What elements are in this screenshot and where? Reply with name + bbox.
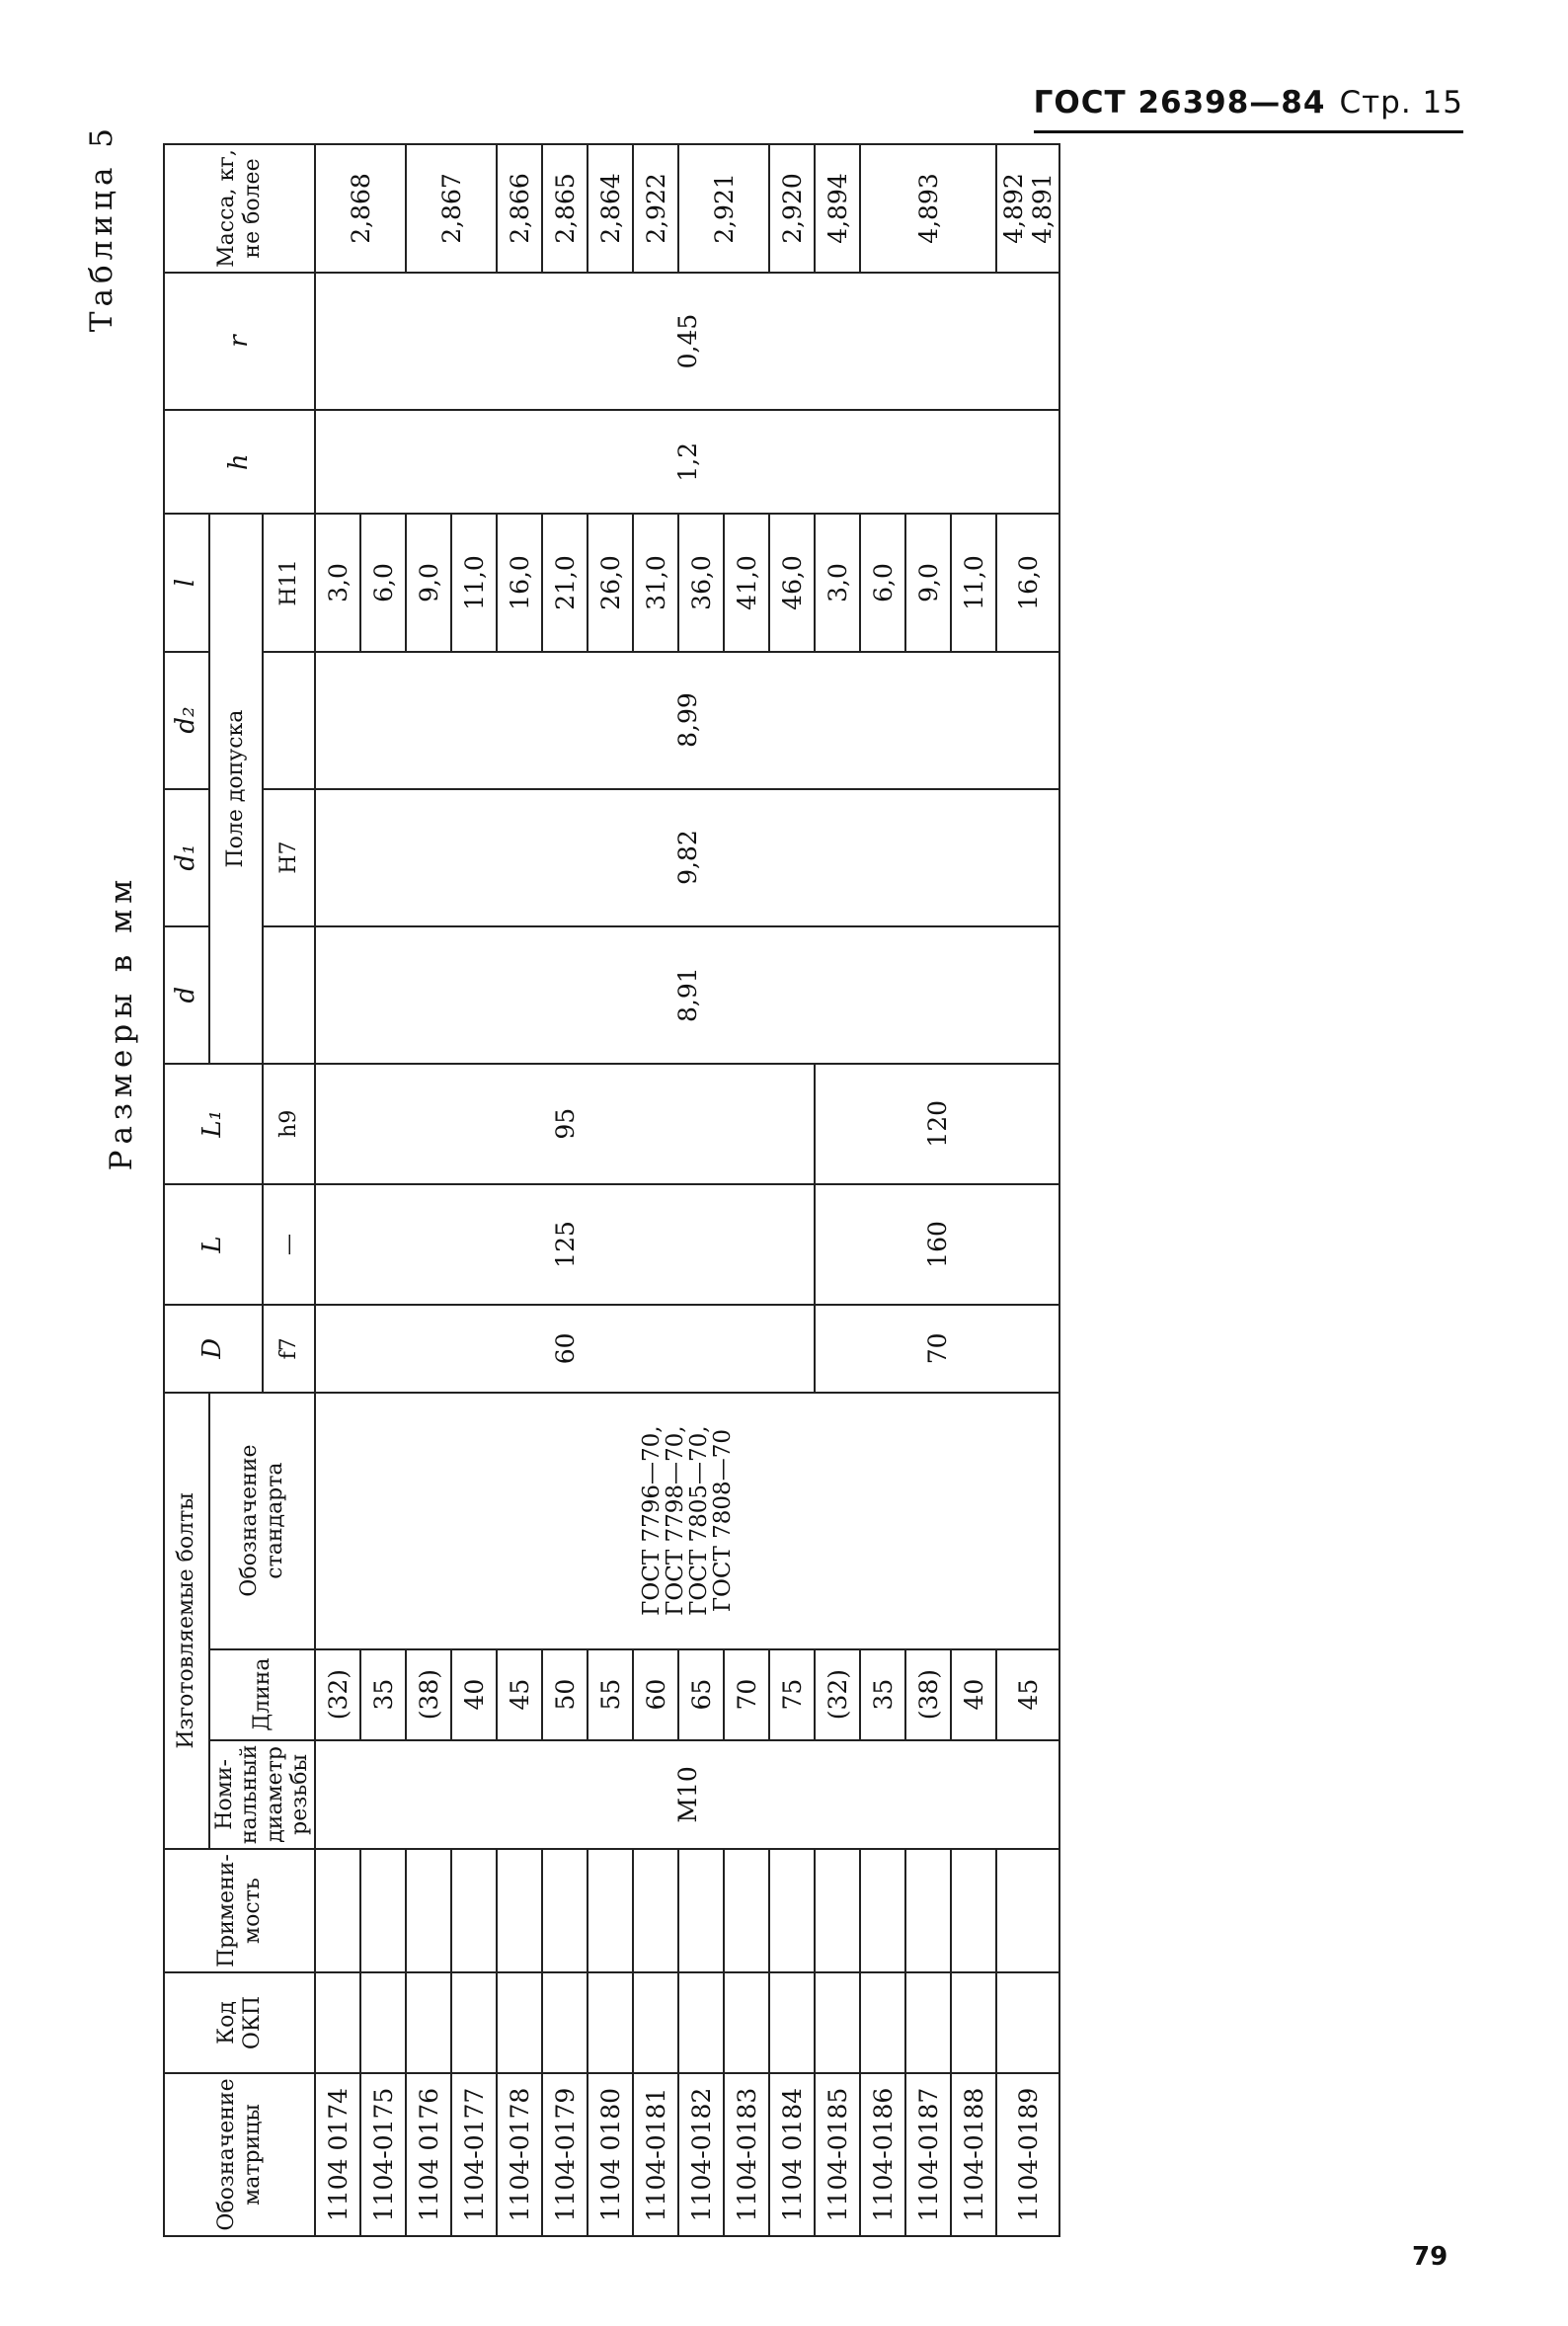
l-cell: 41,0 <box>724 514 769 651</box>
matrix-cell: 1104-0186 <box>860 2073 905 2236</box>
length-cell: 35 <box>360 1649 406 1740</box>
col-h: h <box>164 410 315 514</box>
l-cell: 9,0 <box>406 514 451 651</box>
tol-D: f7 <box>263 1305 316 1393</box>
okp-cell <box>951 1972 996 2073</box>
l-cell: 6,0 <box>360 514 406 651</box>
length-cell: (38) <box>905 1649 951 1740</box>
table-row <box>315 144 360 2236</box>
L-group1: 125 <box>315 1184 815 1305</box>
tol-d2 <box>263 652 316 789</box>
col-nominal-diameter: Номи-нальный диаметр резьбы <box>209 1740 315 1850</box>
applicability-cell <box>860 1849 905 1972</box>
col-d2: d₂ <box>164 652 209 789</box>
mass-cell: 2,867 <box>406 144 497 273</box>
applicability-cell <box>724 1849 769 1972</box>
okp-cell <box>678 1972 724 2073</box>
mass-cell: 2,866 <box>497 144 542 273</box>
matrix-cell: 1104-0187 <box>905 2073 951 2236</box>
l-cell: 16,0 <box>996 514 1059 651</box>
col-L1: L₁ <box>164 1064 263 1184</box>
okp-cell <box>724 1972 769 2073</box>
applicability-cell <box>497 1849 542 1972</box>
matrix-cell: 1104-0185 <box>815 2073 860 2236</box>
length-cell: (32) <box>315 1649 360 1740</box>
l-cell: 11,0 <box>951 514 996 651</box>
matrix-cell: 1104-0177 <box>451 2073 497 2236</box>
nominal-diameter-cell: M10 <box>315 1740 1059 1850</box>
applicability-cell <box>951 1849 996 1972</box>
page-label: Стр. 15 <box>1339 85 1463 120</box>
matrix-cell: 1104 0180 <box>588 2073 633 2236</box>
applicability-cell <box>542 1849 588 1972</box>
l-cell: 6,0 <box>860 514 905 651</box>
col-r: r <box>164 273 315 410</box>
okp-cell <box>905 1972 951 2073</box>
l-cell: 3,0 <box>315 514 360 651</box>
mass-cell: 2,922 <box>633 144 678 273</box>
table-subcaption: Размеры в мм <box>104 873 139 1171</box>
length-cell: (38) <box>406 1649 451 1740</box>
col-applicability: Примени-мость <box>164 1849 315 1972</box>
applicability-cell <box>360 1849 406 1972</box>
okp-cell <box>996 1972 1059 2073</box>
length-cell: 45 <box>497 1649 542 1740</box>
mass-cell: 2,864 <box>588 144 633 273</box>
l-cell: 3,0 <box>815 514 860 651</box>
length-cell: 50 <box>542 1649 588 1740</box>
applicability-cell <box>905 1849 951 1972</box>
tol-l: H11 <box>263 514 316 651</box>
dimensions-table <box>163 143 1060 2237</box>
okp-cell <box>769 1972 815 2073</box>
L1-group2: 120 <box>815 1064 1059 1184</box>
mass-cell <box>996 144 1059 273</box>
mass-value: 4,891 <box>1028 173 1058 244</box>
matrix-cell: 1104 0176 <box>406 2073 451 2236</box>
mass-cell: 2,920 <box>769 144 815 273</box>
length-cell: 40 <box>951 1649 996 1740</box>
l-cell: 26,0 <box>588 514 633 651</box>
length-cell: 55 <box>588 1649 633 1740</box>
standard-line: ГОСТ 7805—70, <box>686 1425 713 1616</box>
l-cell: 21,0 <box>542 514 588 651</box>
tol-L1: h9 <box>263 1064 316 1184</box>
okp-cell <box>497 1972 542 2073</box>
tol-d <box>263 926 316 1064</box>
okp-cell <box>860 1972 905 2073</box>
col-okp: Код ОКП <box>164 1972 315 2073</box>
applicability-cell <box>678 1849 724 1972</box>
col-D: D <box>164 1305 263 1393</box>
okp-cell <box>633 1972 678 2073</box>
matrix-cell: 1104-0178 <box>497 2073 542 2236</box>
okp-cell <box>406 1972 451 2073</box>
col-standard: Обозначение стандарта <box>209 1393 315 1649</box>
L1-group1: 95 <box>315 1064 815 1184</box>
okp-cell <box>315 1972 360 2073</box>
d1-cell: 9,82 <box>315 789 1059 926</box>
applicability-cell <box>451 1849 497 1972</box>
standard-cell <box>315 1393 1059 1649</box>
applicability-cell <box>315 1849 360 1972</box>
l-cell: 46,0 <box>769 514 815 651</box>
matrix-cell: 1104-0175 <box>360 2073 406 2236</box>
length-cell: 60 <box>633 1649 678 1740</box>
length-cell: 75 <box>769 1649 815 1740</box>
rotated-table-region <box>84 109 1437 2257</box>
d2-cell: 8,99 <box>315 652 1059 789</box>
col-d1: d₁ <box>164 789 209 926</box>
h-cell: 1,2 <box>315 410 1059 514</box>
standard-line: ГОСТ 7798—70, <box>663 1425 689 1616</box>
length-cell: 65 <box>678 1649 724 1740</box>
mass-cell: 4,893 <box>860 144 996 273</box>
length-cell: 45 <box>996 1649 1059 1740</box>
L-group2: 160 <box>815 1184 1059 1305</box>
mass-cell: 2,868 <box>315 144 406 273</box>
r-cell: 0,45 <box>315 273 1059 410</box>
matrix-cell: 1104-0181 <box>633 2073 678 2236</box>
l-cell: 9,0 <box>905 514 951 651</box>
mass-value: 4,892 <box>999 173 1029 244</box>
col-l: l <box>164 514 209 651</box>
mass-cell: 2,921 <box>678 144 769 273</box>
D-group1: 60 <box>315 1305 815 1393</box>
tol-d1: H7 <box>263 789 316 926</box>
matrix-cell: 1104-0179 <box>542 2073 588 2236</box>
applicability-cell <box>769 1849 815 1972</box>
d-cell: 8,91 <box>315 926 1059 1064</box>
document-title: ГОСТ 26398—84 <box>1033 85 1326 120</box>
matrix-cell: 1104-0189 <box>996 2073 1059 2236</box>
length-cell: 70 <box>724 1649 769 1740</box>
standard-line: ГОСТ 7796—70, <box>638 1425 665 1616</box>
col-L: L <box>164 1184 263 1305</box>
okp-cell <box>360 1972 406 2073</box>
applicability-cell <box>588 1849 633 1972</box>
col-length: Длина <box>209 1649 315 1740</box>
okp-cell <box>451 1972 497 2073</box>
okp-cell <box>542 1972 588 2073</box>
matrix-cell: 1104 0174 <box>315 2073 360 2236</box>
length-cell: 40 <box>451 1649 497 1740</box>
matrix-cell: 1104 0184 <box>769 2073 815 2236</box>
length-cell: 35 <box>860 1649 905 1740</box>
tolerance-field-header: Поле допуска <box>209 514 263 1063</box>
standard-line: ГОСТ 7808—70 <box>710 1429 737 1613</box>
mass-cell: 4,894 <box>815 144 860 273</box>
l-cell: 16,0 <box>497 514 542 651</box>
page-number: 79 <box>1412 2242 1449 2272</box>
col-mass: Масса, кг, не более <box>164 144 315 273</box>
matrix-cell: 1104-0182 <box>678 2073 724 2236</box>
okp-cell <box>815 1972 860 2073</box>
mass-cell: 2,865 <box>542 144 588 273</box>
applicability-cell <box>406 1849 451 1972</box>
col-matrix: Обозначение матрицы <box>164 2073 315 2236</box>
l-cell: 36,0 <box>678 514 724 651</box>
col-bolts: Изготовляемые болты <box>164 1393 209 1850</box>
applicability-cell <box>996 1849 1059 1972</box>
applicability-cell <box>815 1849 860 1972</box>
l-cell: 31,0 <box>633 514 678 651</box>
applicability-cell <box>633 1849 678 1972</box>
matrix-cell: 1104-0183 <box>724 2073 769 2236</box>
l-cell: 11,0 <box>451 514 497 651</box>
matrix-cell: 1104-0188 <box>951 2073 996 2236</box>
D-group2: 70 <box>815 1305 1059 1393</box>
length-cell: (32) <box>815 1649 860 1740</box>
col-d: d <box>164 926 209 1064</box>
okp-cell <box>588 1972 633 2073</box>
table-caption: Таблица 5 <box>84 123 119 333</box>
tol-L: — <box>263 1184 316 1305</box>
